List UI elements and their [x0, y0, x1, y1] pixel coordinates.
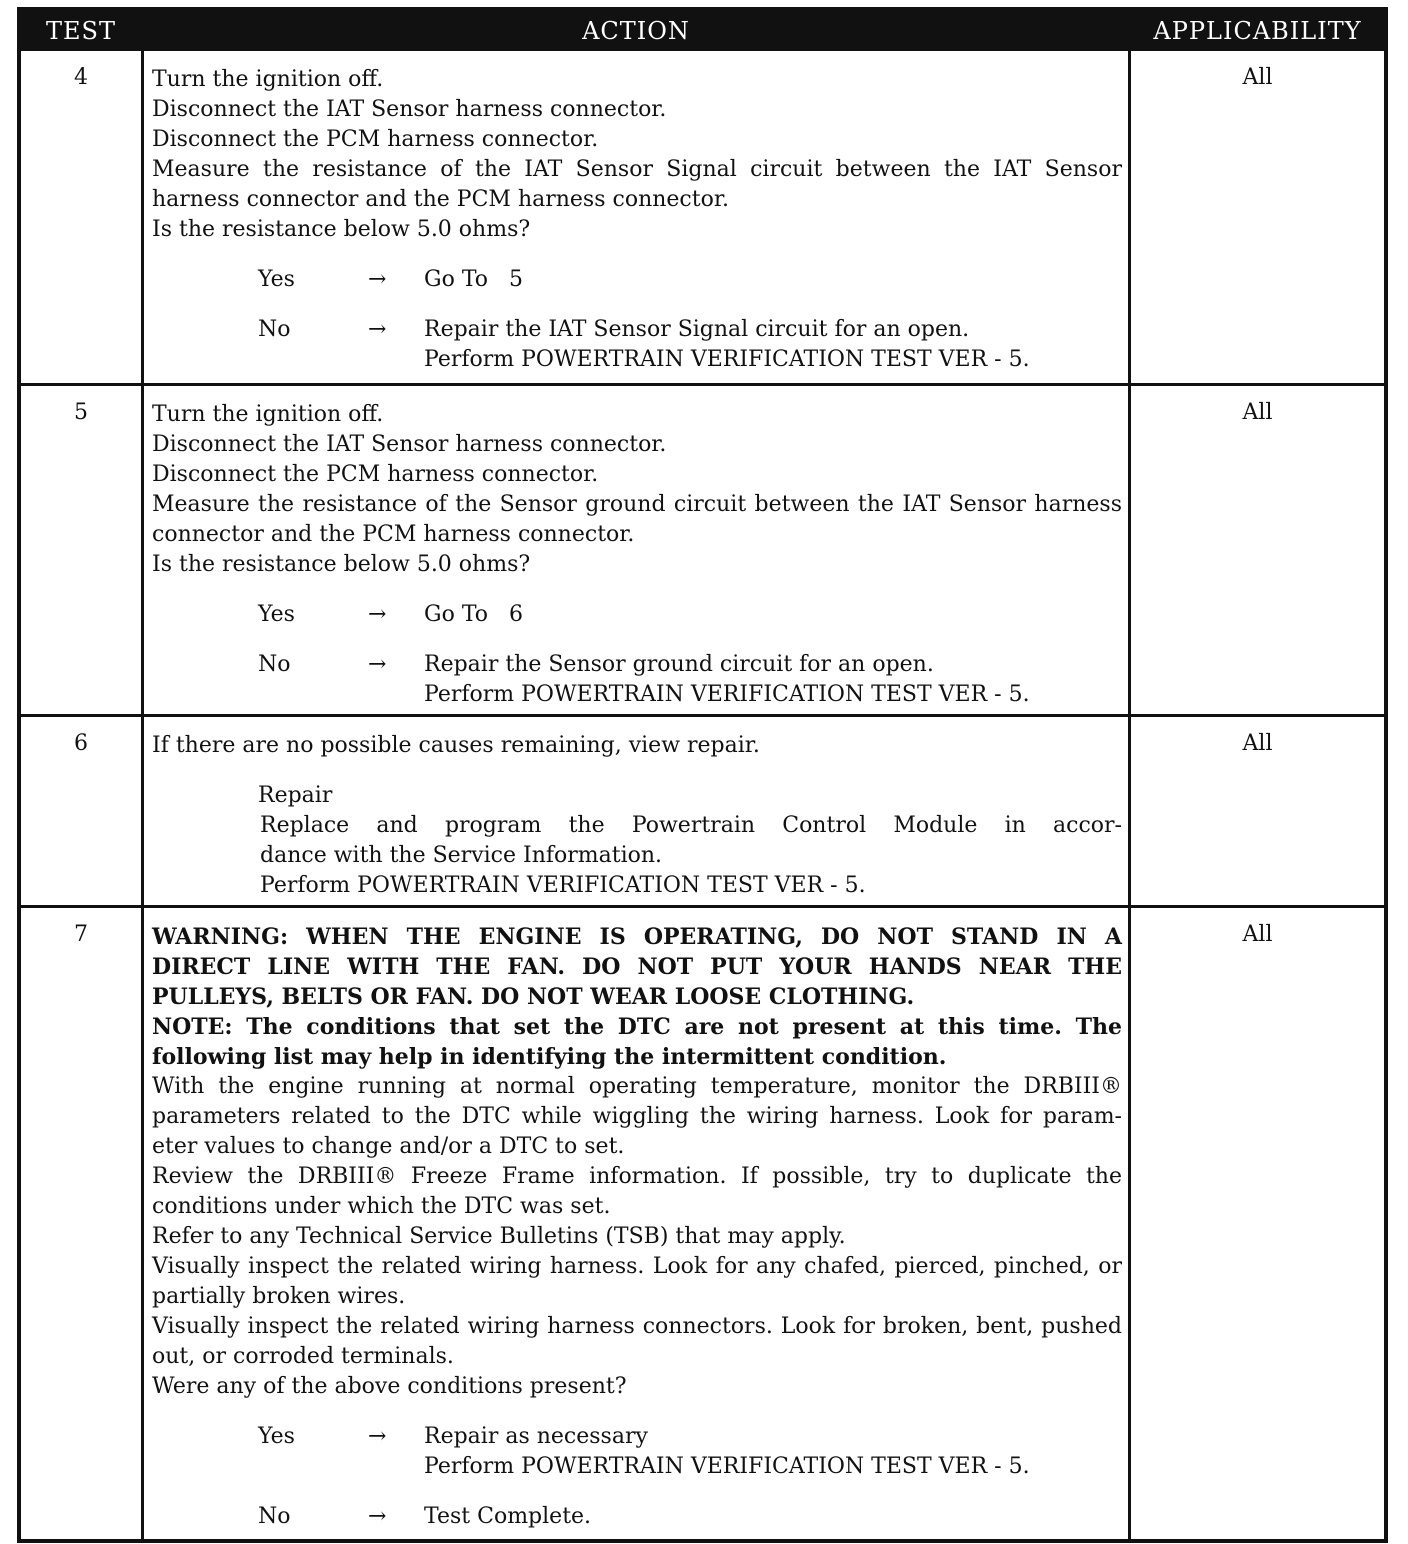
action-line: Turn the ignition off. — [152, 67, 384, 92]
test-number: 7 — [74, 922, 88, 947]
no-result: Test Complete. — [424, 1504, 592, 1529]
yes-result-line: Perform POWERTRAIN VERIFICATION TEST VER - 5. — [424, 1454, 1030, 1479]
repair-line: Perform POWERTRAIN VERIFICATION TEST VER - 5. — [260, 873, 866, 898]
action-line: harness connector and the PCM harness connector. — [152, 187, 729, 212]
warning-line: WARNING: WHEN THE ENGINE IS OPERATING, DO NOT STAND IN A — [152, 924, 1122, 950]
action-cell — [141, 51, 1131, 383]
no-result-line: Perform POWERTRAIN VERIFICATION TEST VER - 5. — [424, 347, 1030, 372]
test-number: 4 — [74, 65, 88, 90]
action-line: With the engine running at normal operating temperature, monitor the DRBIII® — [152, 1074, 1122, 1099]
no-label: No — [258, 652, 291, 677]
yes-result: Go To 5 — [424, 267, 523, 292]
yes-result-line: Repair as necessary — [424, 1424, 648, 1449]
table-row — [21, 714, 1384, 905]
action-line: Disconnect the PCM harness connector. — [152, 462, 599, 487]
repair-line: dance with the Service Information. — [260, 843, 663, 868]
action-cell — [141, 386, 1131, 714]
no-result-line: Repair the IAT Sensor Signal circuit for an open. — [424, 317, 970, 342]
action-line: Is the resistance below 5.0 ohms? — [152, 552, 531, 577]
applicability-cell: All — [1242, 731, 1273, 756]
answer-yes — [258, 265, 1122, 295]
arrow-icon: → — [368, 317, 387, 342]
diagnostic-test-table — [17, 7, 1388, 1543]
warning-line: PULLEYS, BELTS OR FAN. DO NOT WEAR LOOSE CLOTHING. — [152, 984, 915, 1010]
action-line: Were any of the above conditions present? — [152, 1374, 627, 1399]
action-line: Visually inspect the related wiring harness. Look for any chafed, pierced, pinched, or — [152, 1254, 1122, 1279]
action-line: Disconnect the IAT Sensor harness connector. — [152, 432, 667, 457]
yes-label: Yes — [258, 1424, 295, 1449]
answer-yes — [258, 1422, 1122, 1482]
repair-line: Replace and program the Powertrain Control Module in accor- — [260, 813, 1122, 838]
action-line: Visually inspect the related wiring harness connectors. Look for broken, bent, pushed — [152, 1314, 1122, 1339]
arrow-icon: → — [368, 652, 387, 677]
table-row — [21, 905, 1384, 1539]
arrow-icon: → — [368, 1424, 387, 1449]
yes-result: Go To 6 — [424, 602, 523, 627]
warning-line: DIRECT LINE WITH THE FAN. DO NOT PUT YOUR HANDS NEAR THE — [152, 954, 1122, 980]
applicability-cell: All — [1242, 922, 1273, 947]
note-line: NOTE: The conditions that set the DTC are not present at this time. The — [152, 1014, 1122, 1040]
table-row — [21, 383, 1384, 714]
yes-label: Yes — [258, 267, 295, 292]
no-result-line: Perform POWERTRAIN VERIFICATION TEST VER - 5. — [424, 682, 1030, 707]
repair-body — [260, 811, 1122, 901]
action-line: If there are no possible causes remaining, view repair. — [152, 733, 760, 758]
table-row — [21, 51, 1384, 383]
no-label: No — [258, 317, 291, 342]
yes-label: Yes — [258, 602, 295, 627]
action-cell — [141, 717, 1131, 905]
header-test: TEST — [46, 17, 116, 45]
action-line: conditions under which the DTC was set. — [152, 1194, 611, 1219]
action-line: Turn the ignition off. — [152, 402, 384, 427]
applicability-cell: All — [1242, 400, 1273, 425]
arrow-icon: → — [368, 602, 387, 627]
no-result — [424, 650, 1122, 710]
action-line: partially broken wires. — [152, 1284, 406, 1309]
action-line: connector and the PCM harness connector. — [152, 522, 635, 547]
table-header — [21, 11, 1384, 51]
arrow-icon: → — [368, 267, 387, 292]
action-cell — [141, 908, 1131, 1539]
header-action: ACTION — [582, 17, 690, 45]
action-line: eter values to change and/or a DTC to set. — [152, 1134, 625, 1159]
no-result — [424, 315, 1122, 375]
answer-no — [258, 1502, 1122, 1532]
note-line: following list may help in identifying the intermittent condition. — [152, 1044, 947, 1070]
applicability-cell: All — [1242, 65, 1273, 90]
action-line: Disconnect the IAT Sensor harness connector. — [152, 97, 667, 122]
header-applicability: APPLICABILITY — [1153, 17, 1362, 45]
action-line: Review the DRBIII® Freeze Frame information. If possible, try to duplicate the — [152, 1164, 1122, 1189]
action-line: parameters related to the DTC while wiggling the wiring harness. Look for param- — [152, 1104, 1122, 1129]
repair-label: Repair — [258, 783, 333, 808]
action-line: Measure the resistance of the IAT Sensor Signal circuit between the IAT Sensor — [152, 157, 1122, 182]
answer-no — [258, 650, 1122, 710]
action-line: Refer to any Technical Service Bulletins (TSB) that may apply. — [152, 1224, 846, 1249]
arrow-icon: → — [368, 1504, 387, 1529]
answer-no — [258, 315, 1122, 375]
test-number: 5 — [74, 400, 88, 425]
answer-yes — [258, 600, 1122, 630]
action-line: Measure the resistance of the Sensor ground circuit between the IAT Sensor harness — [152, 492, 1122, 517]
action-line: out, or corroded terminals. — [152, 1344, 454, 1369]
yes-result — [424, 1422, 1122, 1482]
action-line: Is the resistance below 5.0 ohms? — [152, 217, 531, 242]
action-line: Disconnect the PCM harness connector. — [152, 127, 599, 152]
no-label: No — [258, 1504, 291, 1529]
test-number: 6 — [74, 731, 88, 756]
no-result-line: Repair the Sensor ground circuit for an open. — [424, 652, 934, 677]
